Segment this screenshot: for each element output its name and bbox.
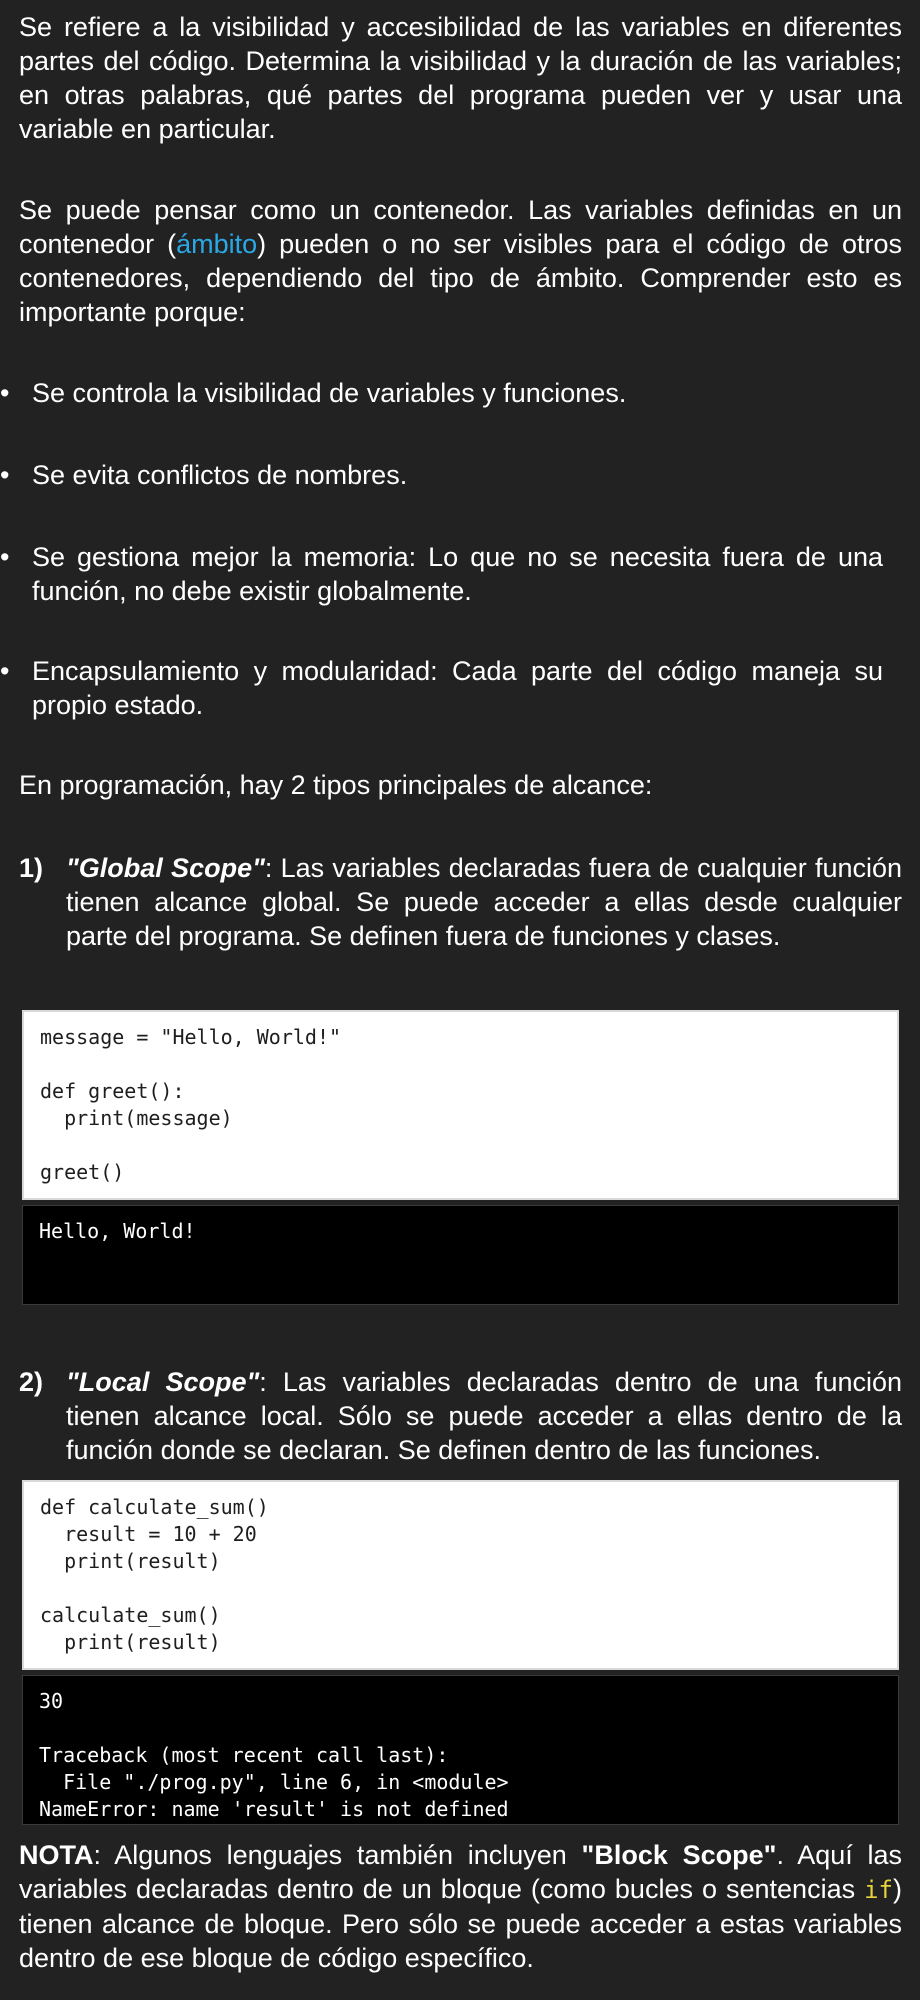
code-line: result = 10 + 20 — [40, 1522, 257, 1546]
global-scope-output-block — [22, 1205, 899, 1305]
global-scope-name: "Global Scope" — [66, 853, 265, 883]
local-scope-description: : Las variables declaradas dentro de una función tienen alcance local. Sólo se puede acceder a ellas dentro de la función donde se declaran. Se definen dentro de las funciones. — [66, 1367, 903, 1465]
scope-types-intro: En programación, hay 2 tipos principales de alcance: — [19, 770, 653, 800]
item-number: 2) — [19, 1367, 44, 1397]
local-scope-name: "Local Scope" — [66, 1367, 260, 1397]
if-keyword: if — [864, 1876, 893, 1904]
intro-paragraph-2-end: ) pueden o no ser visibles para el código de otros contenedores, dependiendo del tipo de ámbito. Comprender esto es importante porque: — [19, 229, 902, 327]
output-line: File "./prog.py", line 6, in <module> — [39, 1770, 509, 1794]
output-line — [39, 1715, 898, 1742]
bullet-text: Se evita conflictos de nombres. — [32, 460, 408, 490]
output-line: Hello, World! — [39, 1219, 196, 1243]
bullet-dot: • — [0, 378, 10, 408]
code-line: message = "Hello, World!" — [40, 1025, 342, 1049]
local-scope-code-block — [22, 1480, 899, 1670]
bullet-text: Se controla la visibilidad de variables y funciones. — [32, 378, 627, 408]
output-line: 30 — [39, 1689, 64, 1713]
block-scope-highlight: "Block Scope" — [581, 1840, 777, 1870]
block-scope-note — [19, 1838, 902, 1975]
bullet-text: Encapsulamiento y modularidad: Cada parte del código maneja su propio estado. — [32, 656, 883, 720]
code-line — [40, 1575, 897, 1602]
note-text-3: ) tienen alcance de bloque. Pero sólo se puede acceder a estas variables dentro de ese bloque de código específico. — [19, 1874, 902, 1973]
bullet-dot: • — [0, 460, 10, 490]
intro-paragraph-2-start: Se puede pensar como un contenedor. Las variables definidas en un contenedor ( — [19, 195, 902, 259]
code-line — [40, 1132, 897, 1159]
code-line: print(result) — [40, 1549, 221, 1573]
note-text-1: : Algunos lenguajes también incluyen — [93, 1840, 582, 1870]
output-line: NameError: name 'result' is not defined — [39, 1797, 509, 1821]
global-scope-description: : Las variables declaradas fuera de cualquier función tienen alcance global. Se puede acceder a ellas desde cualquier parte del programa. Se definen fuera de funciones y clases. — [66, 853, 903, 951]
intro-paragraph-1: Se refiere a la visibilidad y accesibilidad de las variables en diferentes partes del código. Determina la visibilidad y la duración de las variables; en otras palabras, qué partes del programa pueden ver y usar una variable en particular. — [19, 12, 902, 144]
global-scope-text — [66, 851, 902, 953]
bullet-text: Se gestiona mejor la memoria: Lo que no se necesita fuera de una función, no debe existir globalmente. — [32, 542, 883, 606]
ambito-highlight: ámbito — [176, 229, 258, 259]
bullet-dot: • — [0, 656, 10, 686]
bullet-dot: • — [0, 542, 10, 572]
local-scope-text — [66, 1365, 902, 1467]
code-line: calculate_sum() — [40, 1603, 221, 1627]
note-text-2: . Aquí las variables declaradas dentro de un bloque (como bucles o sentencias — [19, 1840, 902, 1904]
note-label: NOTA — [19, 1840, 94, 1870]
code-line — [40, 1051, 897, 1078]
output-line: Traceback (most recent call last): — [39, 1743, 449, 1767]
code-line: print(message) — [40, 1106, 233, 1130]
global-scope-code-block — [22, 1010, 899, 1200]
code-line: def greet(): — [40, 1079, 185, 1103]
local-scope-output-block — [22, 1675, 899, 1825]
code-line: greet() — [40, 1160, 125, 1184]
intro-paragraph-2 — [19, 193, 902, 329]
item-number: 1) — [19, 853, 44, 883]
code-line: def calculate_sum() — [40, 1495, 269, 1519]
code-line: print(result) — [40, 1630, 221, 1654]
